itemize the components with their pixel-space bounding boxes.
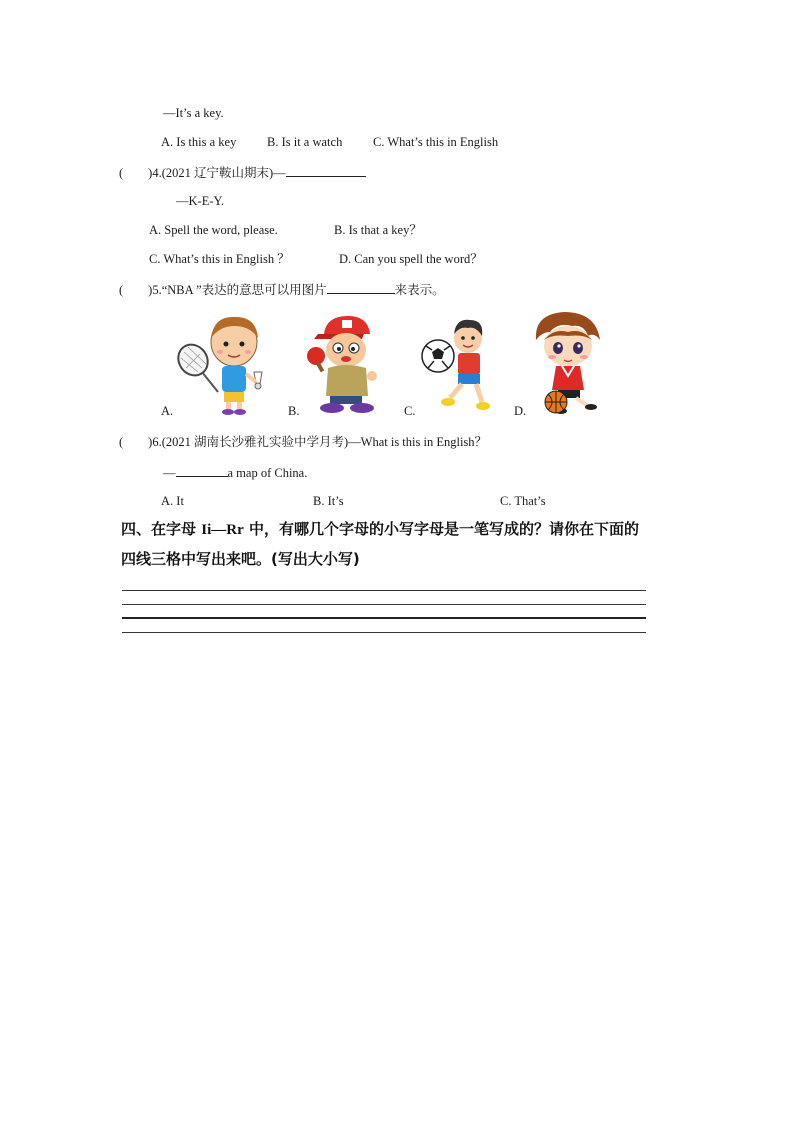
grid-line-2 [122,604,646,605]
q4-answer-line: —K-E-Y. [176,194,225,208]
q5-stem-after: 来表示。 [394,283,445,297]
q5-option-d: D. [514,404,527,418]
grid-line-4 [122,632,646,633]
q3-answer-line: —It’s a key. [163,106,224,120]
section4-line2: 四线三格中写出来吧。(写出大小写) [121,550,360,568]
q6-option-b: B. It’s [313,494,344,508]
section4-line1-before: 四、在字母 [121,520,202,538]
section4-line1 [121,515,681,545]
q4-answer-blank[interactable] [286,164,366,177]
q4-stem [119,164,366,181]
grid-line-1 [122,590,646,591]
q6-stem-text: 6.(2021 湖南长沙雅礼实验中学月考)—What is this in English？ [152,435,488,449]
q4-option-c: C. What’s this in English ？ [149,252,290,266]
q6-option-a: A. It [161,494,184,508]
q6-answer-paren[interactable]: ( ) [119,435,153,449]
q5-answer-paren[interactable]: ( ) [119,283,153,297]
table-tennis-boy-icon [304,312,388,416]
q4-answer-paren[interactable]: ( ) [119,166,153,180]
soccer-boy-icon [420,316,500,416]
section4-letters: Ii—Rr [201,522,244,538]
q4-stem-text: 4.(2021 辽宁鞍山期末)— [152,166,286,180]
q6-answer-prefix: — [163,466,176,480]
q4-option-d: D. Can you spell the word？ [339,252,483,266]
section4-heading [121,515,681,574]
q4-option-a: A. Spell the word, please. [149,223,278,237]
q5-stem-before: 5.“NBA ”表达的意思可以用图片 [152,283,327,297]
grid-line-3 [122,617,646,619]
q4-option-b: B. Is that a key？ [334,223,422,237]
q6-stem [119,434,487,450]
q5-option-a: A. [161,404,174,418]
q5-stem [119,281,445,298]
q5-answer-blank[interactable] [327,281,395,294]
q5-option-c: C. [404,404,416,418]
q3-option-c: C. What’s this in English [373,135,499,149]
q6-answer-line [163,464,307,481]
q6-option-c: C. That’s [500,494,546,508]
badminton-boy-icon [176,312,270,416]
q5-option-b: B. [288,404,300,418]
section4-line1-after: 中，有哪几个字母的小写字母是一笔写成的？请你在下面的 [243,520,639,538]
basketball-boy-icon [528,310,608,416]
q3-option-a: A. Is this a key [161,135,237,149]
q6-answer-blank[interactable] [176,464,228,477]
q3-option-b: B. Is it a watch [267,135,343,149]
q6-answer-suffix: a map of China. [227,466,308,480]
